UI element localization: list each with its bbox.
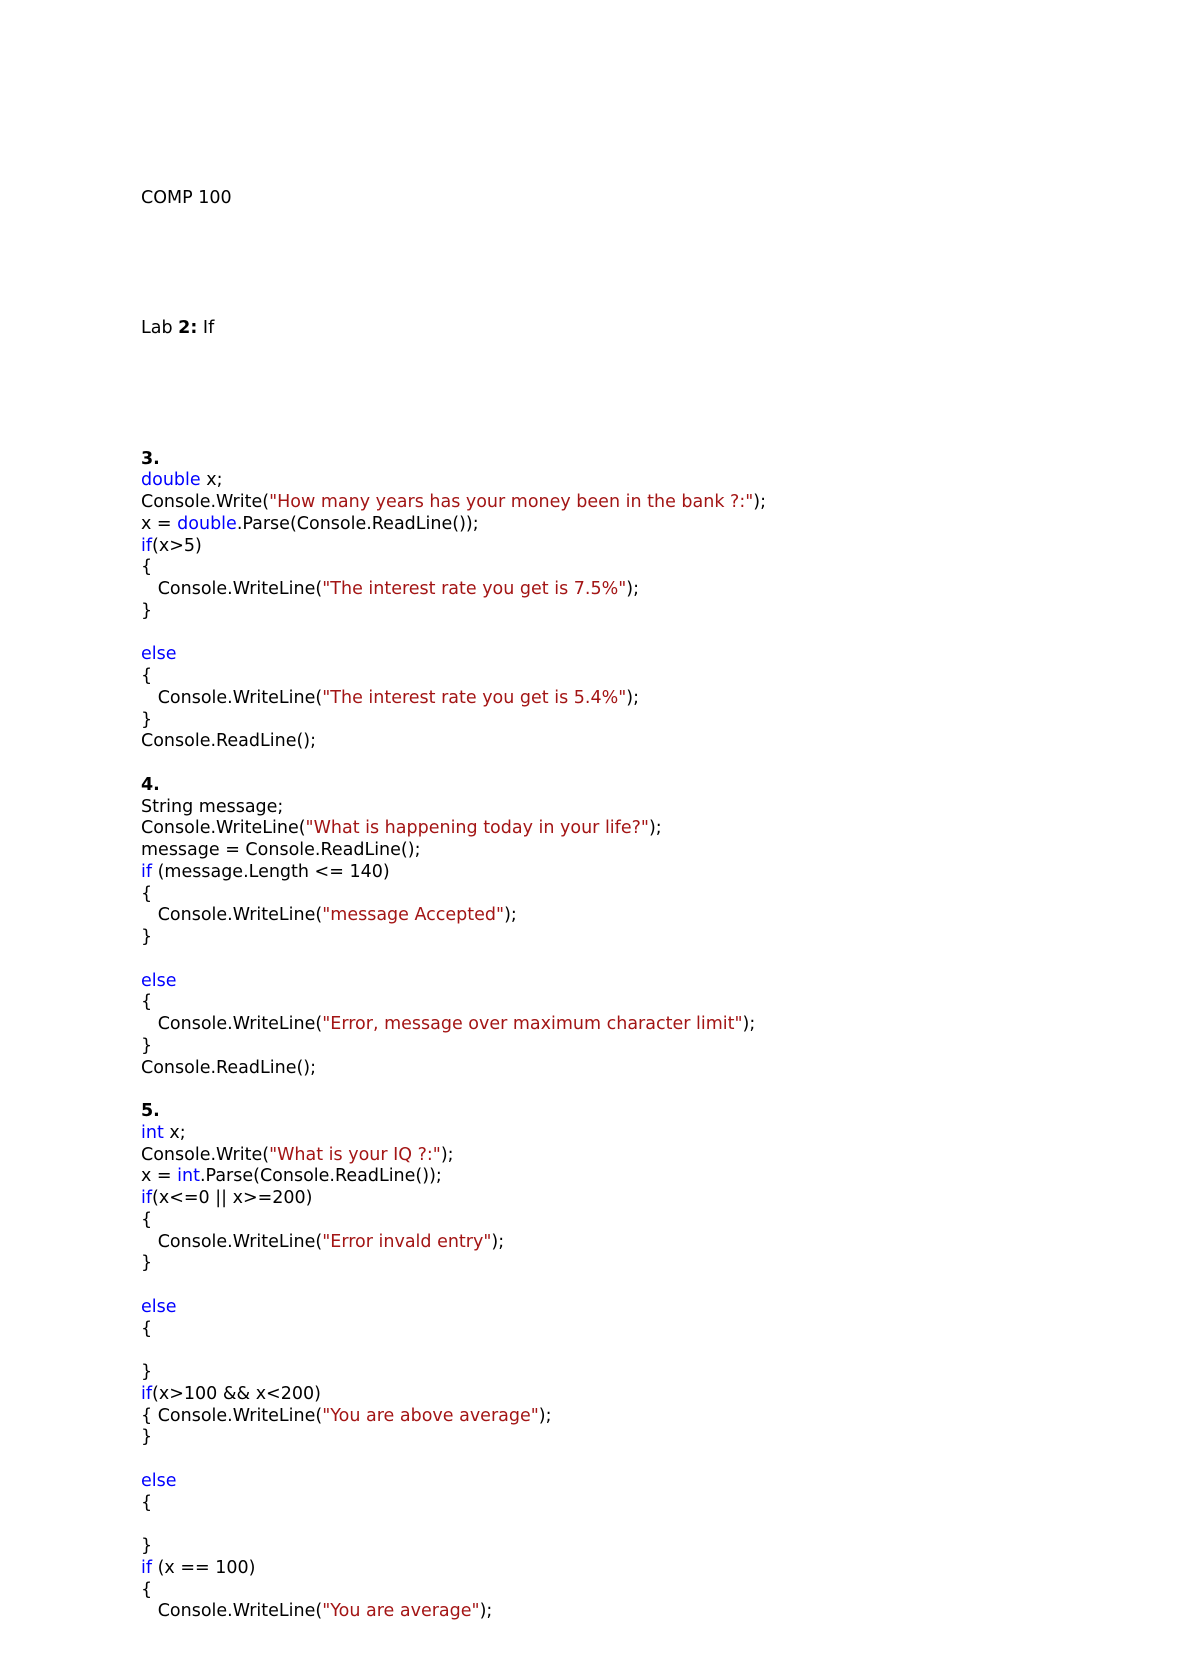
blank-line xyxy=(141,253,766,275)
code-keyword: if xyxy=(141,535,153,556)
code-text: (x<=0 || x>=200) xyxy=(152,1188,313,1208)
code-text: } xyxy=(141,1362,153,1382)
code-line xyxy=(141,1362,766,1384)
section-number: 3. xyxy=(141,448,160,469)
code-string: "You are average" xyxy=(322,1601,480,1622)
code-line xyxy=(141,1406,766,1428)
code-text: Console.WriteLine( xyxy=(141,1014,323,1034)
code-keyword: else xyxy=(141,1296,177,1317)
code-text: message = Console.ReadLine(); xyxy=(141,840,421,860)
code-line xyxy=(141,1601,766,1623)
code-sections xyxy=(141,449,766,1624)
code-line xyxy=(141,1188,766,1210)
code-line xyxy=(141,710,766,732)
code-line xyxy=(141,1210,766,1232)
code-line xyxy=(141,1058,766,1080)
code-text: } xyxy=(141,600,153,621)
code-line xyxy=(141,1471,766,1493)
code-text: ); xyxy=(491,1231,505,1252)
code-line xyxy=(141,1232,766,1254)
code-line xyxy=(141,840,766,862)
blank-line xyxy=(141,383,766,405)
code-text: { xyxy=(141,1318,153,1339)
code-text: { xyxy=(141,1209,153,1230)
code-line xyxy=(141,514,766,536)
code-text: { xyxy=(141,992,153,1013)
code-text: } xyxy=(141,1253,153,1274)
lab-topic: If xyxy=(197,318,215,338)
code-text: Console.WriteLine( xyxy=(141,1231,323,1252)
blank-line xyxy=(141,623,766,645)
code-string: "message Accepted" xyxy=(322,905,505,926)
code-line xyxy=(141,644,766,666)
document-content xyxy=(141,144,766,1667)
code-string: "How many years has your money been in the bank ?:" xyxy=(269,492,754,512)
code-text: } xyxy=(141,927,153,947)
blank-line xyxy=(141,1514,766,1536)
code-text: x; xyxy=(163,1122,186,1143)
code-string: "Error invald entry" xyxy=(322,1231,492,1252)
code-line xyxy=(141,1427,766,1449)
code-line xyxy=(141,1166,766,1188)
code-line xyxy=(141,992,766,1014)
code-keyword: else xyxy=(141,644,177,665)
code-text: (message.Length <= 140) xyxy=(152,861,390,882)
code-text: (x == 100) xyxy=(152,1557,256,1578)
code-keyword: if xyxy=(141,1557,153,1578)
blank-line xyxy=(141,1079,766,1101)
code-string: "Error, message over maximum character limit" xyxy=(322,1014,743,1034)
code-line xyxy=(141,971,766,993)
code-text: Console.WriteLine( xyxy=(141,579,323,599)
code-section-3 xyxy=(141,449,766,754)
code-text: .Parse(Console.ReadLine()); xyxy=(199,1166,442,1187)
code-text: ); xyxy=(626,687,640,708)
blank-line xyxy=(141,753,766,775)
code-text: { xyxy=(141,666,153,686)
code-text: ); xyxy=(753,492,766,512)
code-line xyxy=(141,1253,766,1275)
code-section-4 xyxy=(141,775,766,1080)
code-keyword: int xyxy=(141,1122,164,1143)
course-title: COMP 100 xyxy=(141,187,232,208)
code-keyword: else xyxy=(141,970,177,991)
code-line xyxy=(141,1123,766,1145)
section-number: 4. xyxy=(141,774,160,795)
code-line xyxy=(141,818,766,840)
code-keyword: else xyxy=(141,1470,177,1491)
code-line xyxy=(141,1036,766,1058)
section-number: 5. xyxy=(141,1101,160,1121)
code-string: "The interest rate you get is 5.4%" xyxy=(322,687,627,708)
code-text: } xyxy=(141,709,153,730)
blank-line xyxy=(141,1340,766,1362)
code-text: (x>5) xyxy=(152,535,202,556)
lab-number: 2: xyxy=(178,318,198,338)
code-text: ); xyxy=(538,1405,552,1426)
code-text: } xyxy=(141,1035,153,1056)
code-line xyxy=(141,884,766,906)
code-keyword: if xyxy=(141,861,153,882)
code-text: ); xyxy=(742,1014,756,1034)
code-text: ); xyxy=(479,1601,493,1622)
code-text: Console.WriteLine( xyxy=(141,818,306,839)
code-line xyxy=(141,1580,766,1602)
code-line xyxy=(141,557,766,579)
code-line xyxy=(141,797,766,819)
code-line xyxy=(141,1536,766,1558)
code-text: } xyxy=(141,1427,153,1448)
code-text: Console.Write( xyxy=(141,1144,270,1165)
code-text: x = xyxy=(141,1166,178,1187)
code-line xyxy=(141,1145,766,1167)
code-text: .Parse(Console.ReadLine()); xyxy=(236,513,479,534)
code-line xyxy=(141,579,766,601)
code-text: (x>100 && x<200) xyxy=(152,1383,321,1404)
code-string: "You are above average" xyxy=(322,1405,539,1426)
code-line xyxy=(141,492,766,514)
code-line xyxy=(141,1297,766,1319)
code-text: Console.ReadLine(); xyxy=(141,1057,317,1078)
code-keyword: if xyxy=(141,1383,153,1404)
code-line xyxy=(141,1014,766,1036)
code-keyword: double xyxy=(177,513,237,534)
code-line xyxy=(141,470,766,492)
code-text: Console.Write( xyxy=(141,492,270,512)
code-string: "What is your IQ ?:" xyxy=(269,1144,441,1165)
code-text: } xyxy=(141,1536,153,1556)
code-line xyxy=(141,601,766,623)
code-text: Console.WriteLine( xyxy=(141,905,323,926)
code-line xyxy=(141,1319,766,1341)
code-text: { xyxy=(141,1492,153,1513)
code-line xyxy=(141,1558,766,1580)
code-text: { xyxy=(141,883,153,904)
code-string: "The interest rate you get is 7.5%" xyxy=(322,579,627,599)
code-line xyxy=(141,862,766,884)
code-keyword: if xyxy=(141,1188,153,1208)
code-text: String message; xyxy=(141,796,284,817)
code-text: Console.WriteLine( xyxy=(141,1601,323,1622)
code-line xyxy=(141,731,766,753)
code-text: ); xyxy=(440,1144,454,1165)
code-keyword: double xyxy=(141,470,201,491)
lab-prefix: Lab xyxy=(141,318,179,338)
code-text: { xyxy=(141,1579,153,1600)
code-text: { xyxy=(141,557,153,578)
lab-title xyxy=(141,318,766,340)
code-line xyxy=(141,666,766,688)
blank-line xyxy=(141,1275,766,1297)
code-text: Console.WriteLine( xyxy=(141,687,323,708)
code-line xyxy=(141,905,766,927)
code-section-5 xyxy=(141,1101,766,1623)
code-text: ); xyxy=(504,905,517,926)
code-text: ); xyxy=(626,579,640,599)
code-line xyxy=(141,1384,766,1406)
blank-line xyxy=(141,1449,766,1471)
blank-line xyxy=(141,949,766,971)
code-text: ); xyxy=(648,818,662,839)
code-text: { Console.WriteLine( xyxy=(141,1405,323,1426)
code-string: "What is happening today in your life?" xyxy=(305,818,649,839)
code-line xyxy=(141,536,766,558)
code-line xyxy=(141,688,766,710)
code-text: x = xyxy=(141,513,178,534)
code-line xyxy=(141,1493,766,1515)
code-line xyxy=(141,927,766,949)
code-text: x; xyxy=(200,470,223,491)
code-keyword: int xyxy=(177,1166,200,1187)
code-text: Console.ReadLine(); xyxy=(141,731,317,752)
